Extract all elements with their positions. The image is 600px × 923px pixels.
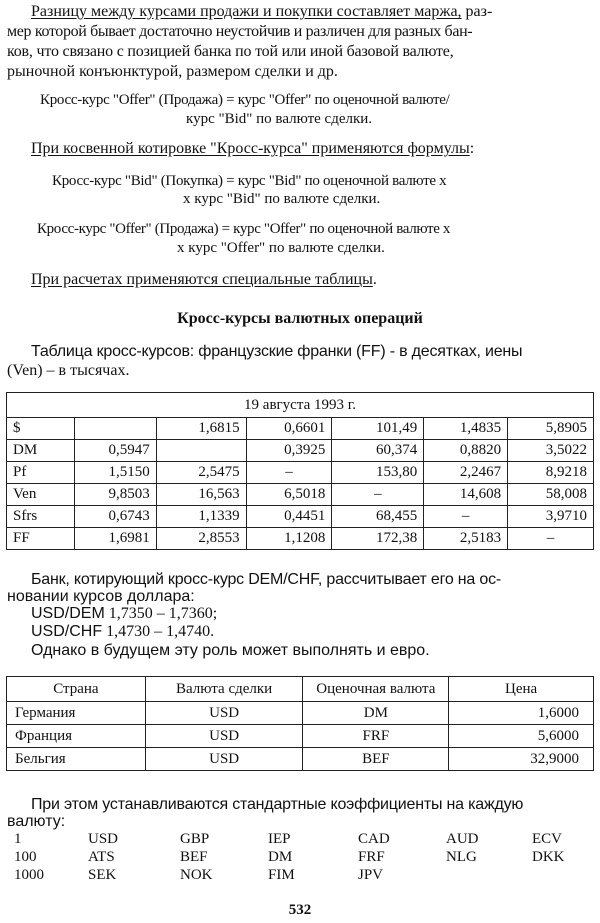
- coefficient-cell: [446, 866, 532, 884]
- page-number: 532: [288, 902, 312, 918]
- para2-line3: USD/DEM 1,7350 – 1,7360;: [31, 605, 218, 622]
- para3-line2: валюту:: [7, 813, 66, 830]
- cross-table-date: 19 августа 1993 г.: [7, 393, 594, 418]
- coefficient-cell: NLG: [446, 848, 477, 865]
- para1-line4: рыночной конъюнктурой, размером сделки и др.: [7, 63, 338, 80]
- cross-rate-cell: 14,608: [424, 484, 508, 506]
- para1-line2: мер которой бывает достаточно неустойчив и различен для разных бан-: [7, 23, 473, 40]
- cross-row-currency: DM: [7, 440, 75, 462]
- coefficient-cell: CAD: [358, 830, 390, 847]
- tables-heading: При расчетах применяются специальные таблицы.: [31, 271, 377, 288]
- country-table-cell: Германия: [7, 702, 146, 725]
- cross-rate-table: [6, 392, 594, 550]
- coefficient-cell: NOK: [180, 866, 213, 883]
- cross-rate-cell: 16,563: [156, 484, 246, 506]
- header-deal-currency: Валюта сделки: [145, 677, 303, 702]
- cross-table-row: [7, 462, 594, 484]
- country-table-cell: Бельгия: [7, 748, 146, 771]
- cross-rate-cell: 2,5183: [424, 528, 508, 550]
- country-table-cell: Франция: [7, 725, 146, 748]
- coefficient-cell: BEF: [180, 848, 208, 865]
- para2-line5: Однако в будущем эту роль может выполнять и евро.: [31, 642, 430, 659]
- coefficient-cell: 1: [14, 830, 22, 847]
- country-table-row: [7, 748, 594, 771]
- para2-line1: Банк, котирующий кросс-курс DEM/CHF, рассчитывает его на ос-: [31, 571, 502, 588]
- cross-rate-cell: 3,9710: [508, 506, 594, 528]
- para1-line3: ков, что связано с позицией банка по той или иной базовой валюте,: [7, 43, 454, 60]
- cross-rate-cell: [156, 440, 246, 462]
- section-title: Кросс-курсы валютных операций: [177, 310, 423, 327]
- cross-table-row: [7, 440, 594, 462]
- cross-table-row: [7, 528, 594, 550]
- country-table-cell: 32,9000: [449, 748, 594, 771]
- country-table-row: [7, 725, 594, 748]
- cross-rate-cell: 68,455: [332, 506, 424, 528]
- country-table-row: [7, 702, 594, 725]
- country-table-cell: USD: [145, 748, 303, 771]
- coefficient-row: [14, 848, 574, 866]
- table-intro-line2: (Ven) – в тысячах.: [7, 362, 130, 379]
- indirect-heading: При косвенной котировке "Кросс-курса" применяются формулы:: [31, 140, 475, 157]
- cross-rate-cell: 9,8503: [74, 484, 156, 506]
- header-price: Цена: [449, 677, 594, 702]
- country-table-cell: 1,6000: [449, 702, 594, 725]
- cross-rate-cell: 172,38: [332, 528, 424, 550]
- header-country: Страна: [7, 677, 146, 702]
- coefficient-cell: FIM: [268, 866, 295, 883]
- coefficient-table: [14, 830, 574, 884]
- coefficient-cell: DKK: [532, 848, 565, 865]
- cross-rate-cell: 0,4451: [246, 506, 332, 528]
- country-table-cell: 5,6000: [449, 725, 594, 748]
- country-rate-table: [6, 676, 594, 771]
- cross-rate-cell: 2,5475: [156, 462, 246, 484]
- cross-rate-cell: 0,3925: [246, 440, 332, 462]
- table-intro-line1: Таблица кросс-курсов: французские франки (FF) - в десятках, иены: [31, 343, 523, 360]
- cross-rate-cell: 1,4835: [424, 418, 508, 440]
- header-valuation-currency: Оценочная валюта: [303, 677, 449, 702]
- coefficient-cell: SEK: [88, 866, 117, 883]
- coefficient-cell: 1000: [14, 866, 44, 883]
- cross-rate-cell: 101,49: [332, 418, 424, 440]
- cross-rate-cell: 8,9218: [508, 462, 594, 484]
- cross-rate-cell: 1,5150: [74, 462, 156, 484]
- cross-table-row: [7, 506, 594, 528]
- cross-row-currency: Sfrs: [7, 506, 75, 528]
- country-table-cell: BEF: [303, 748, 449, 771]
- coefficient-cell: ATS: [88, 848, 115, 865]
- cross-rate-cell: 6,5018: [246, 484, 332, 506]
- country-table-cell: DM: [303, 702, 449, 725]
- country-table-header: [7, 677, 594, 702]
- coefficient-cell: GBP: [180, 830, 210, 847]
- cross-rate-cell: 1,6981: [74, 528, 156, 550]
- cross-rate-cell: –: [424, 506, 508, 528]
- cross-rate-cell: 1,6815: [156, 418, 246, 440]
- cross-table-row: [7, 418, 594, 440]
- coefficient-cell: IEP: [268, 830, 291, 847]
- coefficient-cell: FRF: [358, 848, 385, 865]
- coefficient-cell: USD: [88, 830, 119, 847]
- cross-rate-cell: 0,6743: [74, 506, 156, 528]
- cross-row-currency: $: [7, 418, 75, 440]
- formula-offer-direct-line2: курс "Bid" по валюте сделки.: [186, 111, 373, 127]
- cross-row-currency: Ven: [7, 484, 75, 506]
- cross-rate-cell: 0,5947: [74, 440, 156, 462]
- cross-rate-cell: [74, 418, 156, 440]
- country-table-cell: FRF: [303, 725, 449, 748]
- cross-rate-cell: 3,5022: [508, 440, 594, 462]
- cross-rate-cell: 0,8820: [424, 440, 508, 462]
- coefficient-cell: JPV: [358, 866, 384, 883]
- cross-rate-cell: 1,1339: [156, 506, 246, 528]
- cross-rate-cell: 5,8905: [508, 418, 594, 440]
- cross-table-row: [7, 484, 594, 506]
- formula-bid-indirect-line2: х курс "Bid" по валюте сделки.: [183, 191, 381, 207]
- cross-rate-cell: 153,80: [332, 462, 424, 484]
- cross-rate-cell: 60,374: [332, 440, 424, 462]
- para1-line1: Разницу между курсами продажи и покупки составляет маржа, раз-: [31, 3, 493, 20]
- country-table-cell: USD: [145, 725, 303, 748]
- cross-rate-cell: 2,2467: [424, 462, 508, 484]
- coefficient-cell: AUD: [446, 830, 479, 847]
- cross-row-currency: Pf: [7, 462, 75, 484]
- cross-table-date-row: [7, 393, 594, 418]
- coefficient-cell: [532, 866, 574, 884]
- cross-rate-cell: –: [508, 528, 594, 550]
- formula-offer-indirect-line1: Кросс-курс "Offer" (Продажа) = курс "Offer" по оценочной валюте х: [37, 221, 451, 237]
- cross-rate-cell: 0,6601: [246, 418, 332, 440]
- coefficient-row: [14, 866, 574, 884]
- cross-rate-cell: –: [332, 484, 424, 506]
- cross-rate-cell: 2,8553: [156, 528, 246, 550]
- formula-offer-indirect-line2: х курс "Offer" по валюте сделки.: [177, 240, 385, 256]
- formula-offer-direct-line1: Кросс-курс "Offer" (Продажа) = курс "Offer" по оценочной валюте/: [40, 92, 450, 108]
- cross-row-currency: FF: [7, 528, 75, 550]
- coefficient-row: [14, 830, 574, 848]
- para2-line4: USD/CHF 1,4730 – 1,4740.: [31, 623, 215, 640]
- para3-line1: При этом устанавливаются стандартные коэффициенты на каждую: [31, 796, 524, 813]
- country-table-cell: USD: [145, 702, 303, 725]
- cross-rate-cell: –: [246, 462, 332, 484]
- margin-definition: Разницу между курсами продажи и покупки составляет маржа,: [31, 3, 462, 20]
- formula-bid-indirect-line1: Кросс-курс "Bid" (Покупка) = курс "Bid" по оценочной валюте х: [52, 173, 447, 189]
- cross-rate-cell: 1,1208: [246, 528, 332, 550]
- coefficient-cell: ECV: [532, 830, 562, 847]
- coefficient-cell: DM: [268, 848, 293, 865]
- coefficient-cell: 100: [14, 848, 37, 865]
- para2-line2: новании курсов доллара:: [7, 588, 195, 605]
- cross-rate-cell: 58,008: [508, 484, 594, 506]
